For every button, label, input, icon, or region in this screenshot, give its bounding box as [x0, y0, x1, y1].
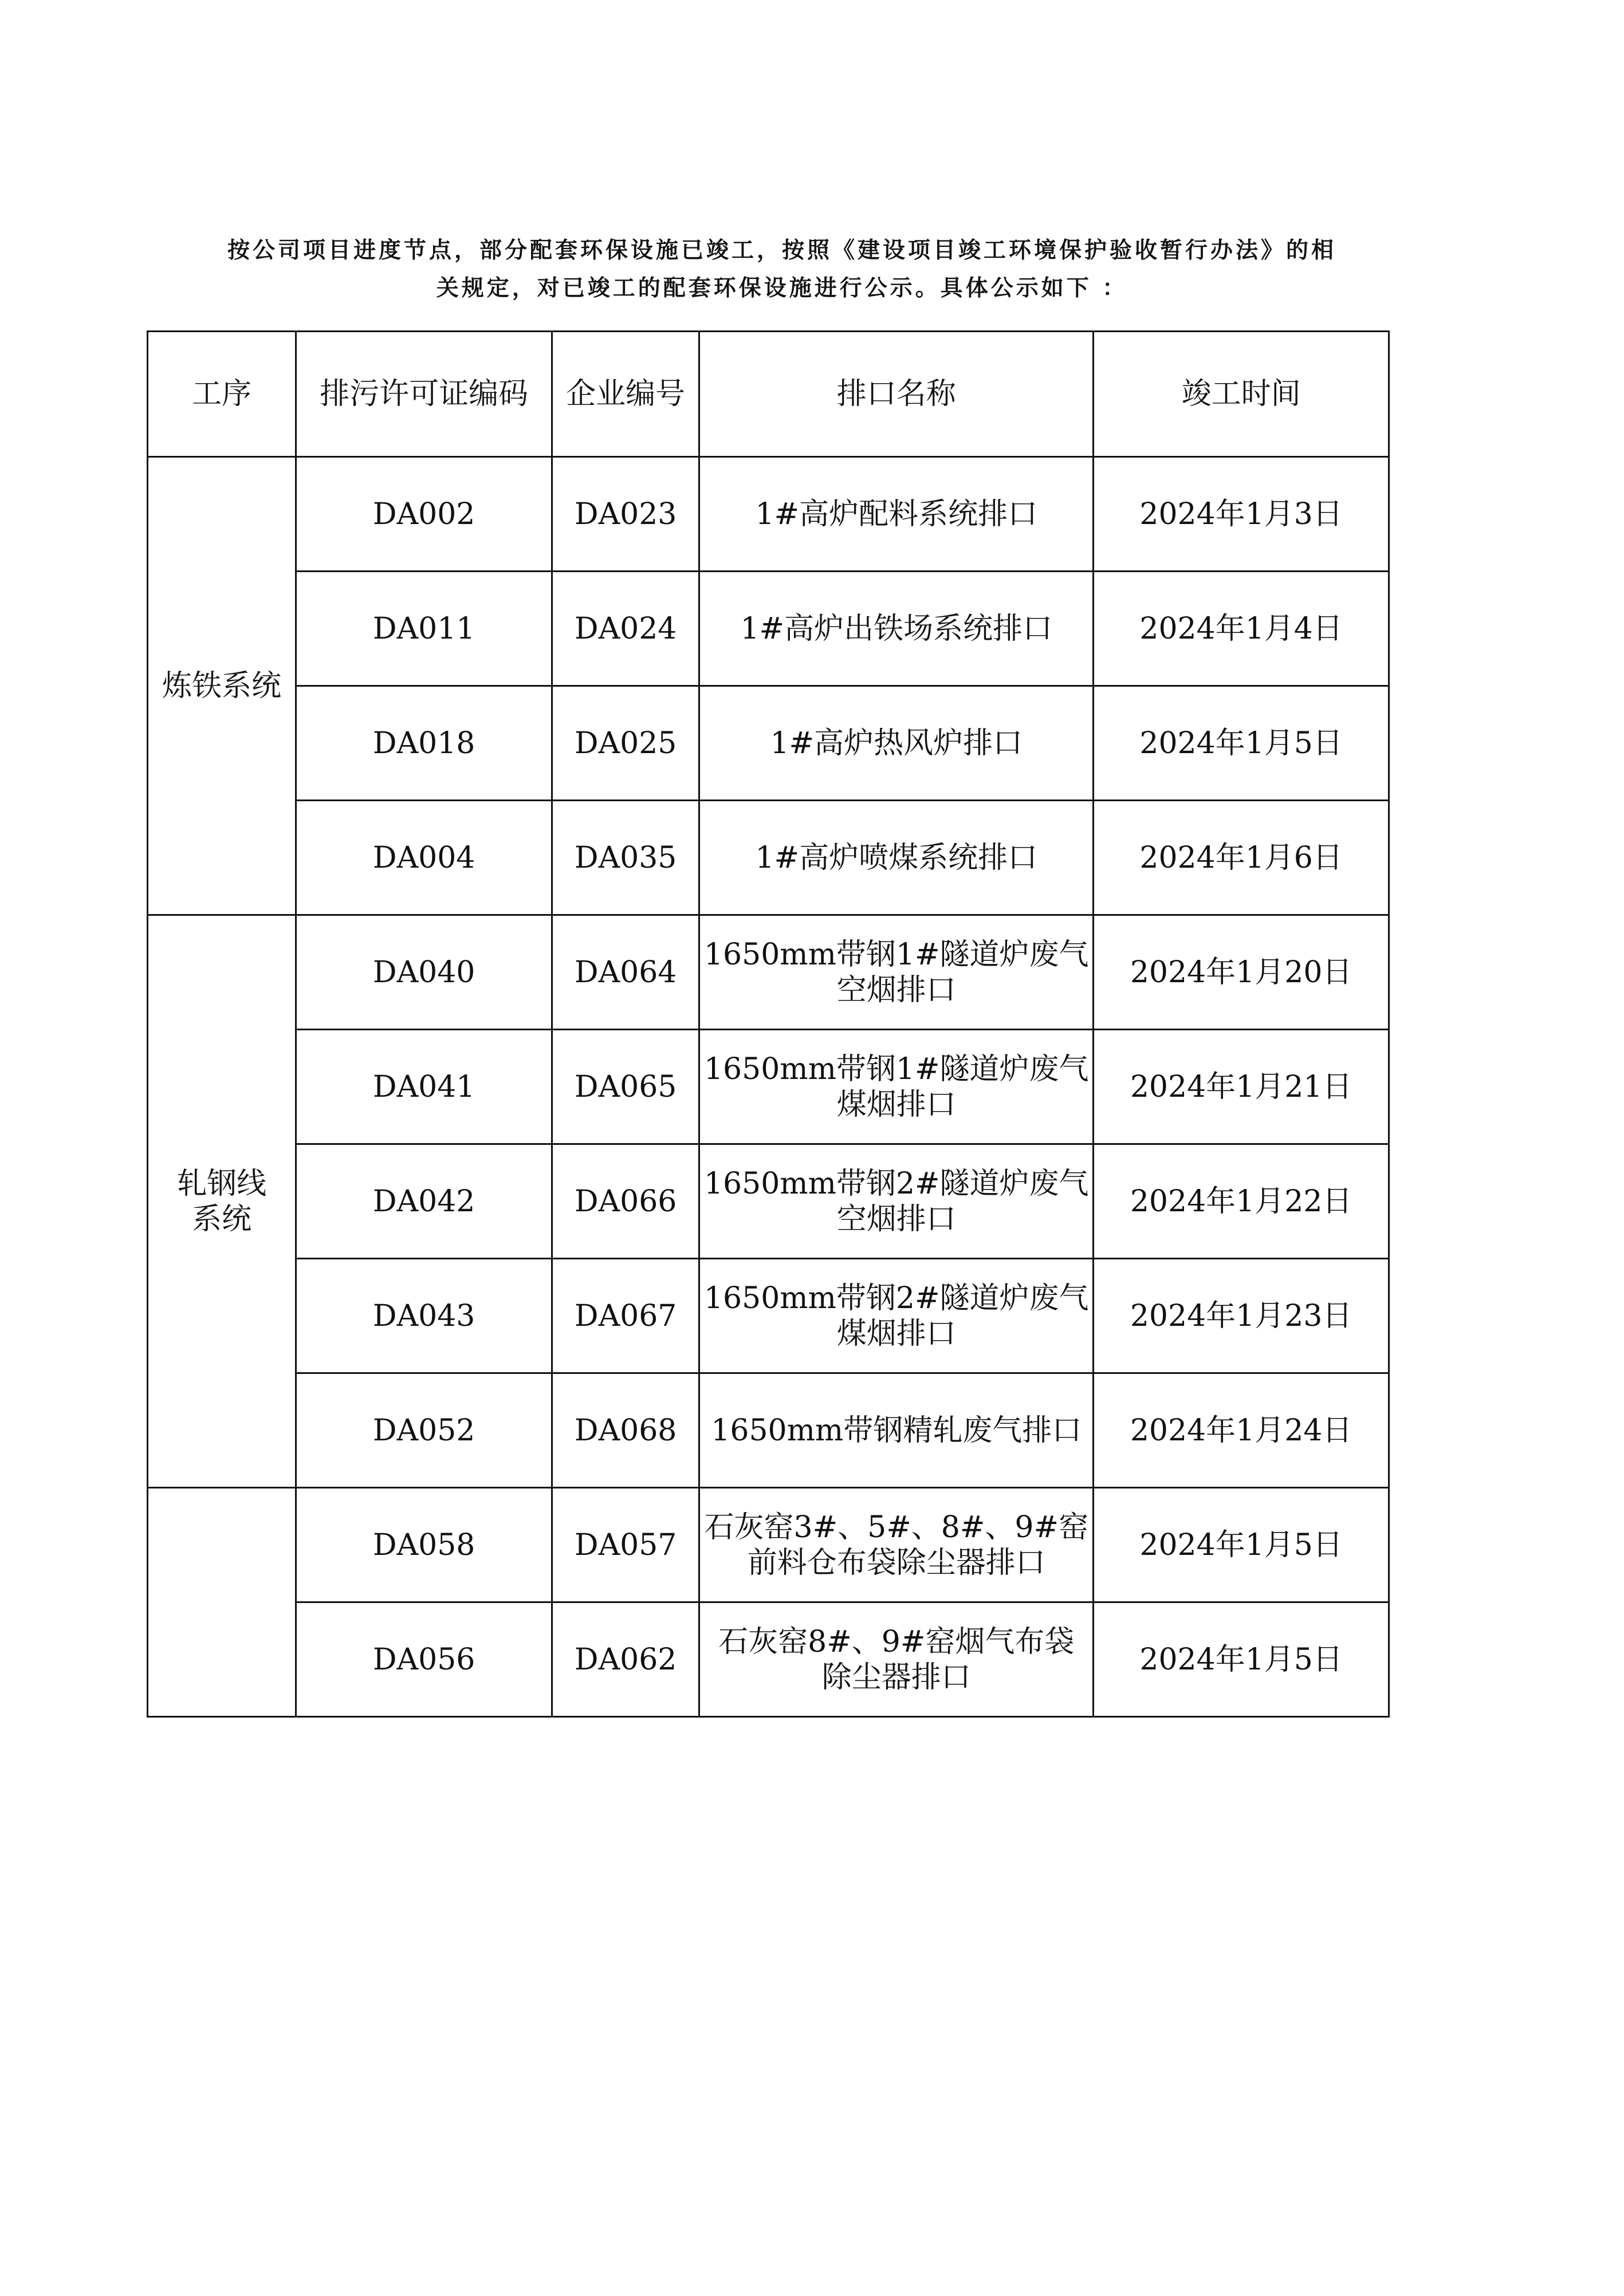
table-row — [148, 915, 1389, 1030]
outlet-name-cell: 1650mm带钢2#隧道炉废气空烟排口 — [699, 1144, 1094, 1259]
company-code-cell: DA067 — [552, 1259, 699, 1373]
header-outlet-name: 排口名称 — [699, 332, 1094, 457]
completion-time-cell: 2024年1月4日 — [1094, 572, 1389, 686]
completion-time-cell: 2024年1月6日 — [1094, 801, 1389, 915]
completion-time-cell: 2024年1月22日 — [1094, 1144, 1389, 1259]
table-row — [148, 1373, 1389, 1488]
table-row — [148, 1488, 1389, 1602]
outlet-name-cell: 石灰窑3#、5#、8#、9#窑前料仓布袋除尘器排口 — [699, 1488, 1094, 1602]
table-row — [148, 572, 1389, 686]
completion-time-cell: 2024年1月24日 — [1094, 1373, 1389, 1488]
completion-time-cell: 2024年1月20日 — [1094, 915, 1389, 1030]
header-company-code: 企业编号 — [552, 332, 699, 457]
company-code-cell: DA065 — [552, 1030, 699, 1144]
process-cell: 轧钢线系统 — [148, 915, 296, 1488]
company-code-cell: DA035 — [552, 801, 699, 915]
header-row — [148, 332, 1389, 457]
company-code-cell: DA062 — [552, 1602, 699, 1717]
table-row — [148, 457, 1389, 572]
company-code-cell: DA066 — [552, 1144, 699, 1259]
permit-code-cell: DA011 — [296, 572, 552, 686]
table-row — [148, 801, 1389, 915]
completion-time-cell: 2024年1月3日 — [1094, 457, 1389, 572]
table-row — [148, 1602, 1389, 1717]
table-row — [148, 1144, 1389, 1259]
permit-code-cell: DA056 — [296, 1602, 552, 1717]
permit-code-cell: DA004 — [296, 801, 552, 915]
company-code-cell: DA057 — [552, 1488, 699, 1602]
intro-line-2: 关规定，对已竣工的配套环保设施进行公示。具体公示如下 ： — [436, 275, 1128, 301]
table-row — [148, 686, 1389, 801]
intro-line-1: 按公司项目进度节点，部分配套环保设施已竣工，按照《建设项目竣工环境保护验收暂行办法》的相 — [227, 238, 1336, 263]
header-process: 工序 — [148, 332, 296, 457]
outlet-name-cell: 1650mm带钢精轧废气排口 — [699, 1373, 1094, 1488]
table-row — [148, 1259, 1389, 1373]
permit-code-cell: DA041 — [296, 1030, 552, 1144]
process-cell: 炼铁系统 — [148, 457, 296, 915]
permit-code-cell: DA042 — [296, 1144, 552, 1259]
company-code-cell: DA068 — [552, 1373, 699, 1488]
company-code-cell: DA064 — [552, 915, 699, 1030]
company-code-cell: DA025 — [552, 686, 699, 801]
table-row — [148, 1030, 1389, 1144]
completion-time-cell: 2024年1月5日 — [1094, 1488, 1389, 1602]
outlet-completion-table — [147, 330, 1390, 1718]
completion-time-cell: 2024年1月5日 — [1094, 1602, 1389, 1717]
permit-code-cell: DA058 — [296, 1488, 552, 1602]
permit-code-cell: DA052 — [296, 1373, 552, 1488]
company-code-cell: DA023 — [552, 457, 699, 572]
completion-time-cell: 2024年1月21日 — [1094, 1030, 1389, 1144]
company-code-cell: DA024 — [552, 572, 699, 686]
outlet-name-cell: 1#高炉配料系统排口 — [699, 457, 1094, 572]
process-cell — [148, 1488, 296, 1717]
intro-text — [143, 232, 1421, 308]
outlet-name-cell: 1#高炉喷煤系统排口 — [699, 801, 1094, 915]
outlet-name-cell: 石灰窑8#、9#窑烟气布袋除尘器排口 — [699, 1602, 1094, 1717]
permit-code-cell: DA018 — [296, 686, 552, 801]
completion-time-cell: 2024年1月23日 — [1094, 1259, 1389, 1373]
permit-code-cell: DA040 — [296, 915, 552, 1030]
completion-time-cell: 2024年1月5日 — [1094, 686, 1389, 801]
permit-code-cell: DA043 — [296, 1259, 552, 1373]
header-completion-time: 竣工时间 — [1094, 332, 1389, 457]
permit-code-cell: DA002 — [296, 457, 552, 572]
header-permit-code: 排污许可证编码 — [296, 332, 552, 457]
outlet-name-cell: 1650mm带钢2#隧道炉废气煤烟排口 — [699, 1259, 1094, 1373]
outlet-name-cell: 1650mm带钢1#隧道炉废气煤烟排口 — [699, 1030, 1094, 1144]
outlet-name-cell: 1#高炉热风炉排口 — [699, 686, 1094, 801]
outlet-name-cell: 1650mm带钢1#隧道炉废气空烟排口 — [699, 915, 1094, 1030]
outlet-name-cell: 1#高炉出铁场系统排口 — [699, 572, 1094, 686]
